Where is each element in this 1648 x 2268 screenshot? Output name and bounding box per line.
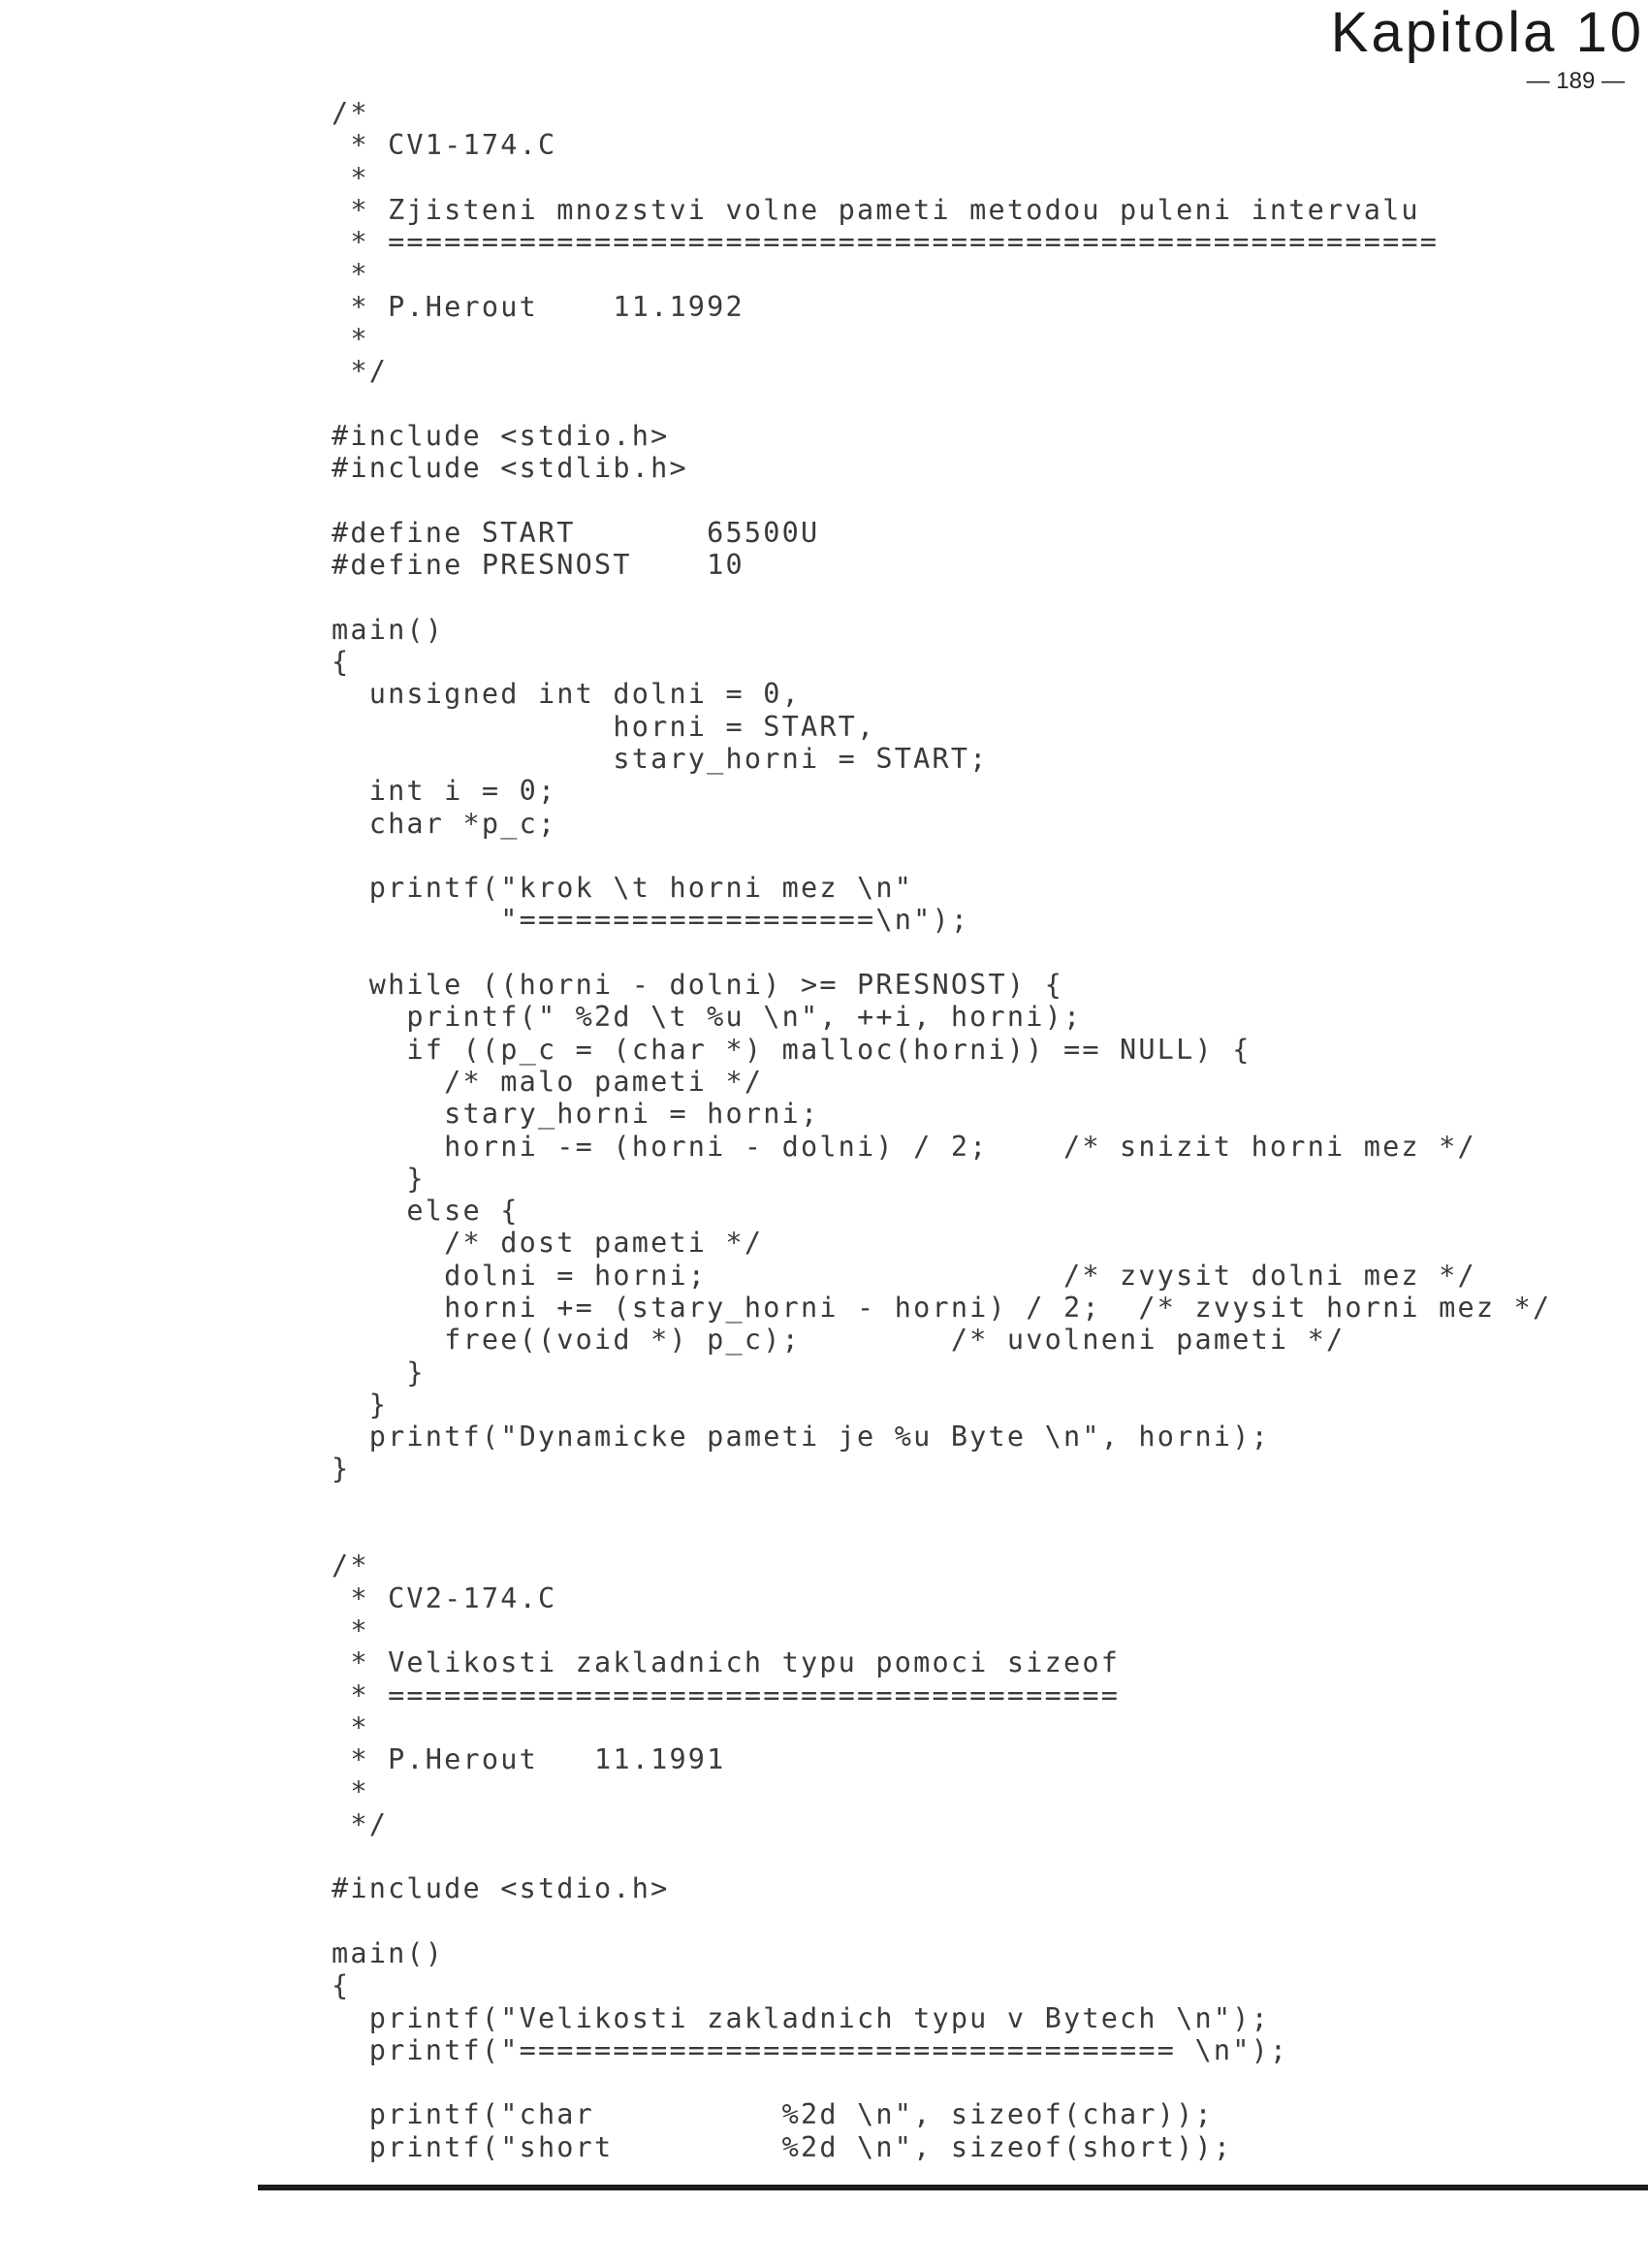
code-line: #include <stdlib.h> <box>332 452 688 485</box>
code-line: * <box>332 1710 369 1743</box>
page-number: — 189 — <box>1526 68 1625 94</box>
code-line: * <box>332 258 369 291</box>
code-line: /* malo pameti */ <box>332 1065 764 1098</box>
code-line: char *p_c; <box>332 807 557 840</box>
code-line: * ======================================================== <box>332 226 1440 259</box>
code-line <box>332 2066 1631 2098</box>
code-line: printf("krok \t horni mez \n" <box>332 872 914 905</box>
code-line: horni += (stary_horni - horni) / 2; /* zvysit horni mez */ <box>332 1291 1552 1324</box>
code-line: /* dost pameti */ <box>332 1227 764 1260</box>
code-line: */ <box>332 1807 389 1840</box>
code-line: { <box>332 646 351 679</box>
code-line: * <box>332 1613 369 1646</box>
code-line: while ((horni - dolni) >= PRESNOST) { <box>332 969 1063 1002</box>
code-line: main() <box>332 1936 445 1969</box>
code-line: stary_horni = horni; <box>332 1098 820 1131</box>
code-line <box>332 581 1631 613</box>
code-line <box>332 485 1631 517</box>
code-line <box>332 937 1631 969</box>
code-line: * <box>332 1775 369 1808</box>
code-line: */ <box>332 355 389 388</box>
code-line: int i = 0; <box>332 775 557 808</box>
code-line <box>332 1905 1631 1937</box>
code-line: main() <box>332 613 445 646</box>
code-line <box>332 840 1631 872</box>
bottom-rule <box>258 2185 1648 2190</box>
code-line: dolni = horni; /* zvysit dolni mez */ <box>332 1259 1476 1292</box>
code-line: * <box>332 323 369 356</box>
code-line: * Zjisteni mnozstvi volne pameti metodou puleni intervalu <box>332 193 1420 226</box>
code-line: #define PRESNOST 10 <box>332 549 745 582</box>
code-line <box>332 1517 1631 1549</box>
code-line: printf("=================================== \n"); <box>332 2033 1289 2066</box>
code-line: * CV2-174.C <box>332 1581 557 1614</box>
chapter-heading: Kapitola 10 <box>1330 1 1644 64</box>
code-line <box>332 388 1631 420</box>
code-line: stary_horni = START; <box>332 742 989 775</box>
code-listing <box>332 97 1631 2163</box>
code-line: "===================\n"); <box>332 904 970 937</box>
code-line: #include <stdio.h> <box>332 419 670 452</box>
code-line: /* <box>332 97 369 129</box>
code-line: #include <stdio.h> <box>332 1872 670 1905</box>
code-line: * <box>332 161 369 194</box>
code-line: printf("short %2d \n", sizeof(short)); <box>332 2130 1233 2163</box>
code-line: } <box>332 1388 389 1421</box>
code-line <box>332 1485 1631 1517</box>
code-line: if ((p_c = (char *) malloc(horni)) == NULL) { <box>332 1033 1252 1066</box>
code-line <box>332 1840 1631 1872</box>
code-line: printf(" %2d \t %u \n", ++i, horni); <box>332 1001 1083 1034</box>
code-line: horni = START, <box>332 710 876 743</box>
code-line: unsigned int dolni = 0, <box>332 678 801 711</box>
code-line: horni -= (horni - dolni) / 2; /* snizit horni mez */ <box>332 1130 1476 1163</box>
code-line: * ======================================= <box>332 1678 1121 1711</box>
code-line: #define START 65500U <box>332 516 820 549</box>
code-line: * Velikosti zakladnich typu pomoci sizeof <box>332 1646 1121 1679</box>
code-line: } <box>332 1453 351 1485</box>
code-line: printf("Dynamicke pameti je %u Byte \n", horni); <box>332 1421 1270 1453</box>
code-line: * CV1-174.C <box>332 129 557 162</box>
code-line: * P.Herout 11.1991 <box>332 1743 726 1776</box>
code-line: /* <box>332 1549 369 1582</box>
code-line: } <box>332 1162 426 1195</box>
code-line: } <box>332 1356 426 1389</box>
code-line: printf("char %2d \n", sizeof(char)); <box>332 2098 1214 2131</box>
code-line: else { <box>332 1195 520 1228</box>
code-line: { <box>332 1969 351 2002</box>
code-line: printf("Velikosti zakladnich typu v Bytech \n"); <box>332 2001 1270 2034</box>
code-line: free((void *) p_c); /* uvolneni pameti */ <box>332 1324 1346 1357</box>
code-line: * P.Herout 11.1992 <box>332 290 745 323</box>
